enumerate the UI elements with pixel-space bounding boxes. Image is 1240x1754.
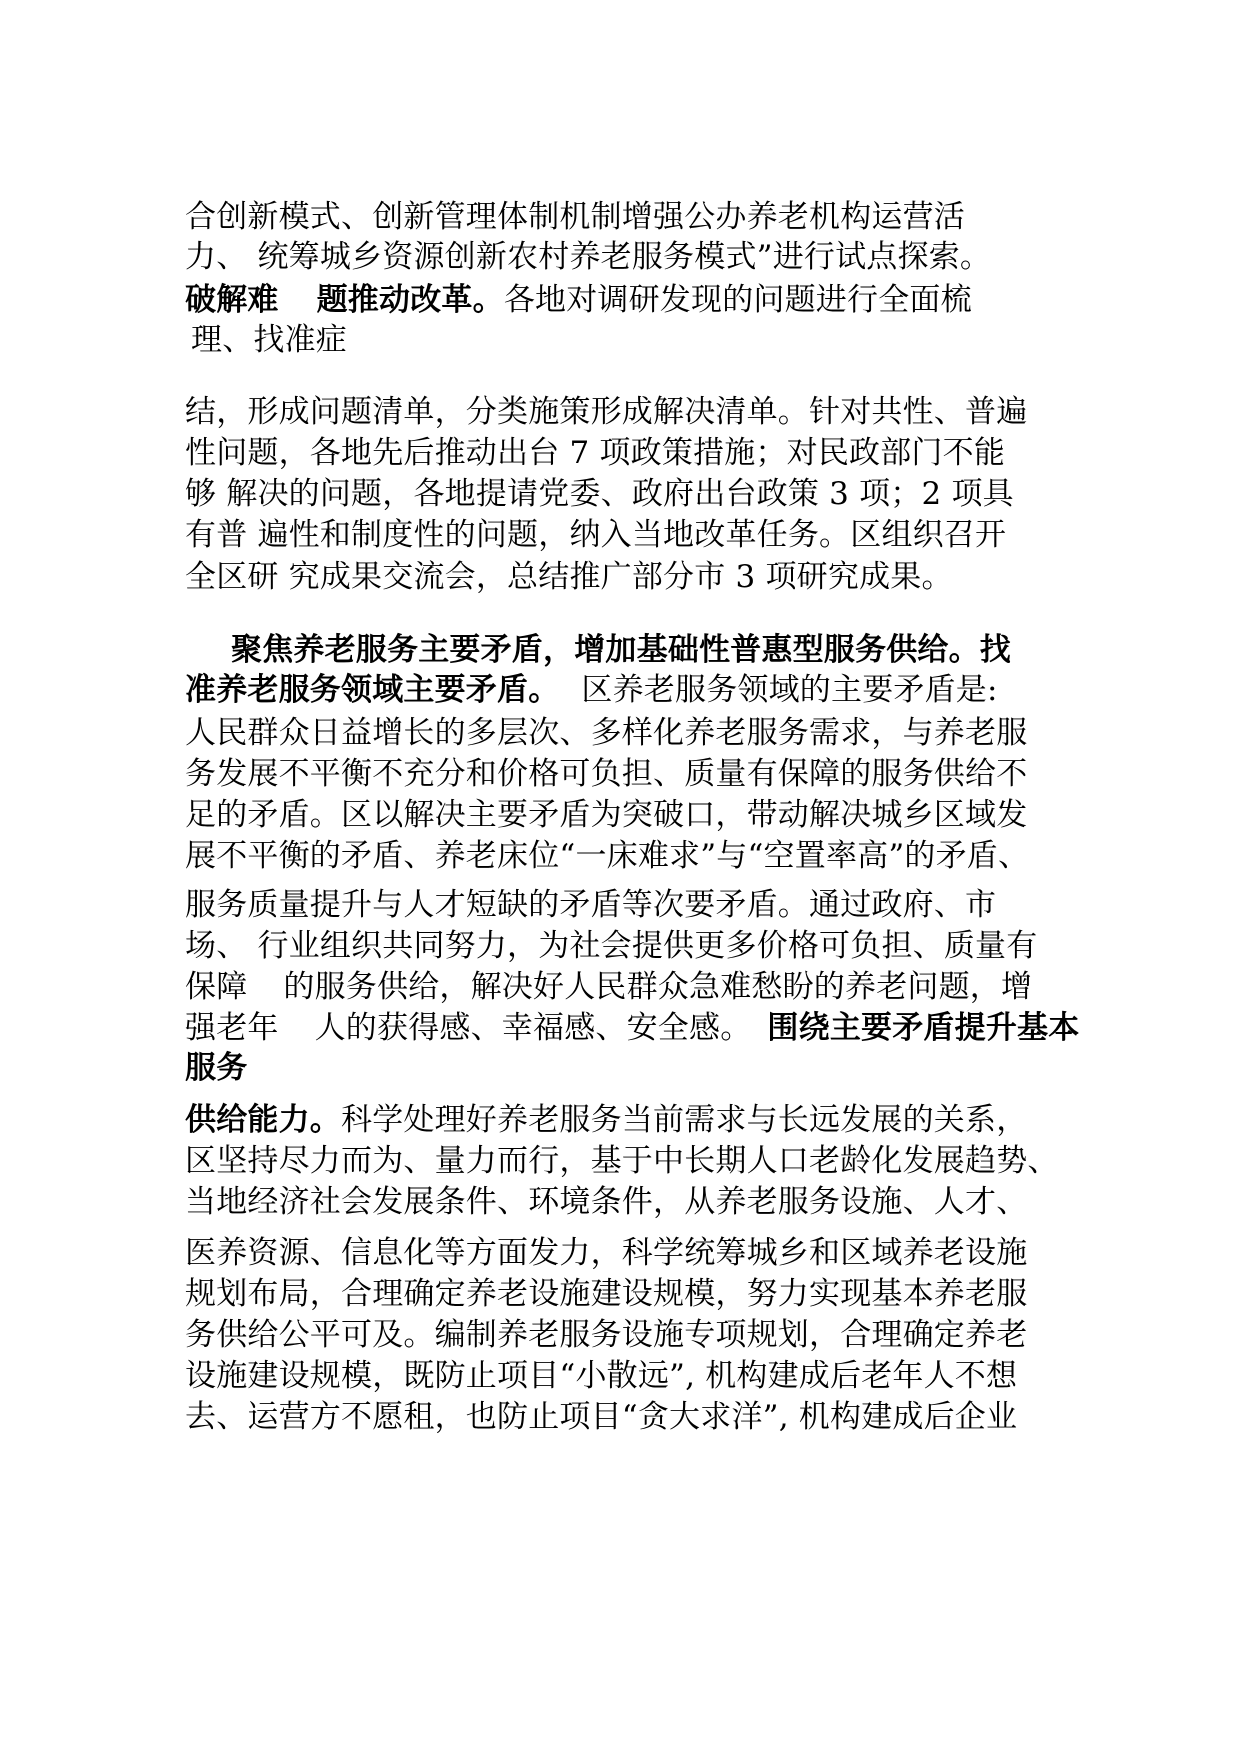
- text-run: 当地经济社会发展条件、环境条件，从养老服务设施、人才、: [185, 1184, 1028, 1220]
- text-run: 力、 统筹城乡资源创新农村养老服务模式”进行试点探索。: [185, 239, 992, 275]
- text-run: 合创新模式、创新管理体制机制增强公办养老机构运营活: [185, 199, 965, 235]
- text-line: [185, 320, 347, 360]
- text-run: 有普 遍性和制度性的问题，纳入当地改革任务。区组织召开: [185, 517, 1007, 553]
- text-run: 保障: [185, 969, 248, 1005]
- text-run: 足的矛盾。区以解决主要矛盾为突破口，带动解决城乡区域发: [185, 797, 1028, 833]
- text-line: [185, 1048, 247, 1088]
- text-run: 场、 行业组织共同努力，为社会提供更多价格可负担、质量有: [185, 928, 1038, 964]
- text-line: [185, 1356, 1017, 1396]
- text-line: [185, 885, 996, 925]
- text-line: [185, 1182, 1027, 1222]
- text-run: 规划布局，合理确定养老设施建设规模，努力实现基本养老服: [185, 1276, 1028, 1312]
- text-line: [185, 795, 1027, 835]
- text-line: [185, 670, 998, 710]
- bold-heading-run: 聚焦养老服务主要矛盾，增加基础性普惠型服务供给。找: [231, 632, 1011, 668]
- text-run: 够 解决的问题，各地提请党委、政府出台政策 3 项；2 项具: [185, 476, 1014, 512]
- bold-heading-run: 供给能力。: [185, 1102, 341, 1138]
- bold-heading-run: 题推动改革。: [316, 282, 504, 318]
- text-run: 人的获得感、幸福感、安全感。: [314, 1010, 752, 1046]
- text-run: 医养资源、信息化等方面发力，科学统筹城乡和区域养老设施: [185, 1235, 1028, 1271]
- bold-heading-run: 破解难: [185, 282, 279, 318]
- text-run: 性问题，各地先后推动出台 7 项政策措施；对民政部门不能: [185, 435, 1006, 471]
- text-run: 科学处理好养老服务当前需求与长远发展的关系，: [341, 1102, 1028, 1138]
- text-line: [185, 926, 1037, 966]
- text-line: [185, 197, 965, 237]
- text-line: [185, 1233, 1027, 1273]
- text-line: [185, 1141, 1059, 1181]
- bold-heading-run: 围绕主要矛盾提升基本: [767, 1010, 1080, 1046]
- text-line: [185, 237, 991, 277]
- text-run: 各地对调研发现的问题进行全面梳: [503, 282, 972, 318]
- text-run: 区养老服务领域的主要矛盾是:: [581, 672, 998, 708]
- text-line: [185, 474, 1014, 514]
- text-line: [185, 1008, 1079, 1048]
- text-line: [185, 1397, 1017, 1437]
- text-line: [185, 557, 953, 597]
- text-line: [185, 630, 1011, 670]
- text-run: 区坚持尽力而为、量力而行，基于中长期人口老龄化发展趋势、: [185, 1143, 1059, 1179]
- text-run: 全区研 究成果交流会，总结推广部分市 3 项研究成果。: [185, 559, 953, 595]
- text-run: 人民群众日益增长的多层次、多样化养老服务需求，与养老服: [185, 715, 1028, 751]
- text-line: [185, 1100, 1027, 1140]
- text-line: [185, 280, 972, 320]
- text-run: 去、运营方不愿租，也防止项目“贪大求洋”, 机构建成后企业: [185, 1399, 1018, 1435]
- text-line: [185, 713, 1027, 753]
- text-run: 的服务供给，解决好人民群众急难愁盼的养老问题，增: [283, 969, 1033, 1005]
- text-line: [185, 967, 1032, 1007]
- text-line: [185, 392, 1027, 432]
- text-run: 服务质量提升与人才短缺的矛盾等次要矛盾。通过政府、市: [185, 887, 997, 923]
- text-line: [185, 433, 1005, 473]
- bold-heading-run: 服务: [185, 1050, 248, 1086]
- text-run: 设施建设规模，既防止项目“小散远”, 机构建成后老年人不想: [185, 1358, 1018, 1394]
- bold-heading-run: 准养老服务领域主要矛盾。: [185, 672, 560, 708]
- text-line: [185, 754, 1027, 794]
- text-run: 务发展不平衡不充分和价格可负担、质量有保障的服务供给不: [185, 756, 1028, 792]
- text-run: 强老年: [185, 1010, 279, 1046]
- text-run: 结，形成问题清单，分类施策形成解决清单。针对共性、普遍: [185, 394, 1028, 430]
- text-line: [185, 515, 1006, 555]
- text-run: 务供给公平可及。编制养老服务设施专项规划，合理确定养老: [185, 1317, 1028, 1353]
- text-run: 展不平衡的矛盾、养老床位“一床难求”与“空置率高”的矛盾、: [185, 838, 1030, 874]
- text-line: [185, 1315, 1027, 1355]
- text-line: [185, 836, 1029, 876]
- text-run: 理、找准症: [191, 322, 347, 358]
- text-line: [185, 1274, 1027, 1314]
